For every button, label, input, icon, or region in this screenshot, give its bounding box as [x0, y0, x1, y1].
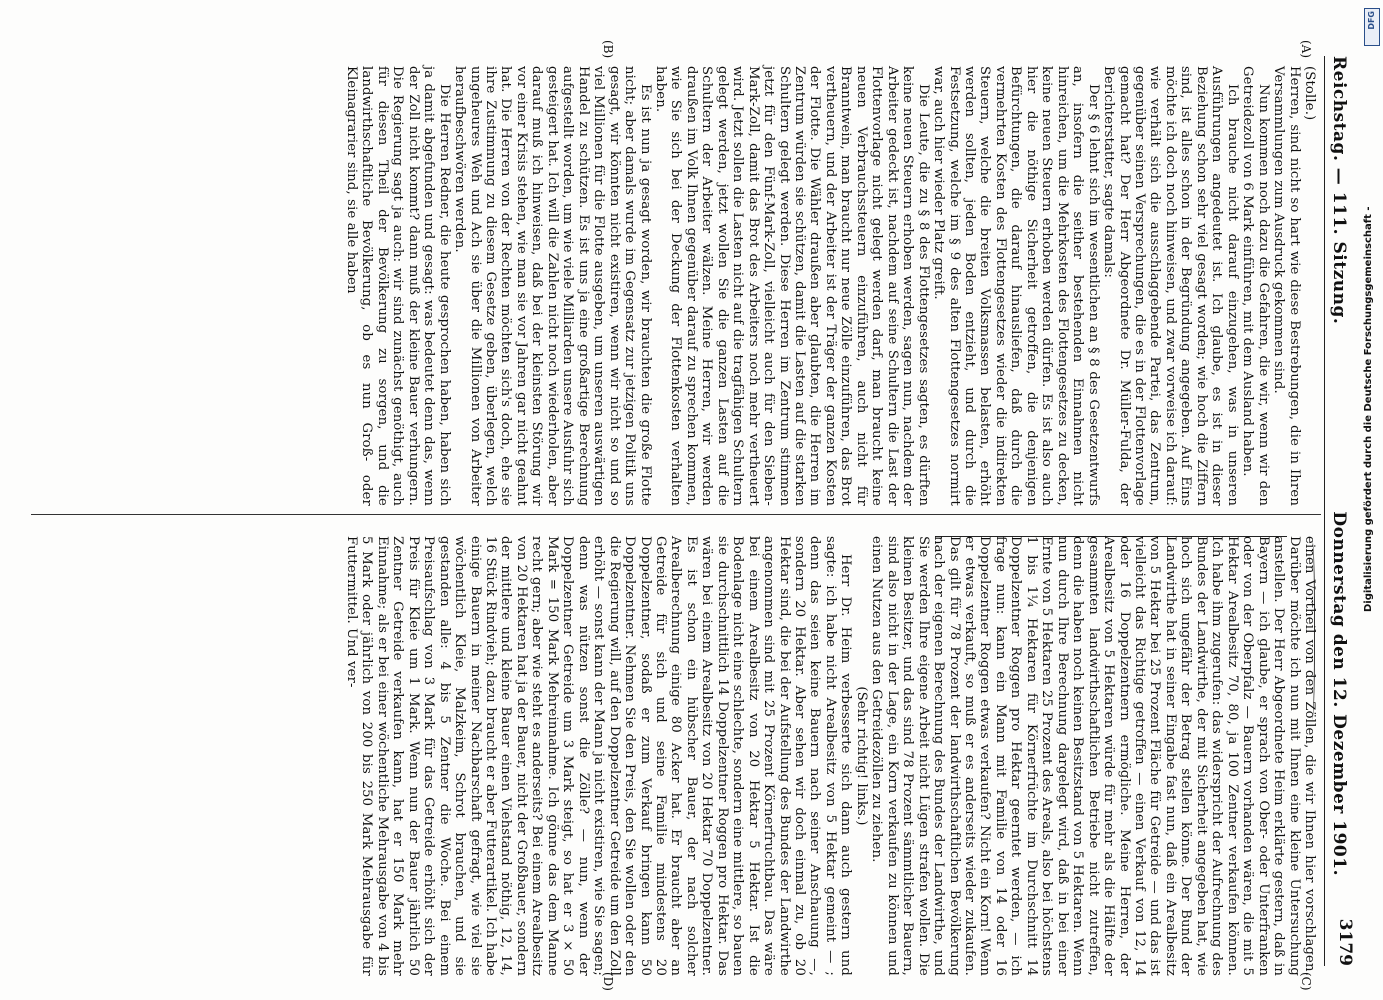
right-column	[343, 536, 1317, 976]
page-header	[1321, 56, 1361, 966]
paragraph: Es ist nun ja gesagt worden, wir brauchten die große Flotte nicht; aber damals wurde im Gegensatz zur jetzigen Politik uns gesagt, wir könnten nicht existiren, wenn wir nicht so und so viel Millionen für die Flotte ausgeben, um unseren auswärtigen Handel zu schützen. Es ist uns ja eine großartige Berechnung aufgestellt worden, um wie viele Milliarden unsere Ausfuhr sich gesteigert hat. Ich will die Zahlen nicht noch wiederholen, aber darauf muß ich hinweisen, daß bei der kleinsten Störung wir vor einer Krisis stehen, wie man sie vor Jahren gar nicht geahnt hat. Die Herren von der Rechten möchten sich's doch, ehe sie ihre Zustimmung zu diesem Gesetze geben, überlegen, welch ungeheures Weh und Ach sie über die Millionen von Arbeiter heraufbeschwören werden.	[452, 66, 653, 506]
paragraph: Nun kommen noch dazu die Gefahren, die wir, wenn wir den Getreidezoll von 6 Mark einführen, mit dem Ausland haben.	[1240, 66, 1271, 506]
margin-marker-b: (B)	[601, 40, 615, 59]
paragraph: Herren, sind nicht so hart wie diese Bestrebungen, die in Ihren Versammlungen zum Ausdruck gekommen sind.	[1271, 66, 1302, 506]
paragraph: Ich brauche nicht darauf einzugehen, was in unseren Ausführungen angedeutet ist. Ich glaube, es ist in dieser Beziehung schon sehr viel gesagt worden; wie hoch die Ziffern sind, ist alles schon in der Begründung angegeben. Auf Eins möchte ich doch noch hinweisen, und zwar vorweise ich darauf: wie verhält sich die ausschlaggebende Partei, das Zentrum, gegenüber seinen Versprechungen, die es in der Flottenvorlage gemacht hat? Der Herr Abgeordnete Dr. Müller-Fulda, der Berichterstatter, sagte damals:	[1101, 66, 1240, 506]
dfg-logo-text: DFG	[1367, 11, 1376, 30]
left-column	[343, 66, 1317, 506]
column-divider	[31, 514, 1321, 515]
interjection: (Sehr richtig! links.)	[853, 686, 869, 826]
dfg-logo	[1364, 8, 1380, 46]
speaker-tag: (Stolle.)	[1302, 66, 1317, 121]
quotation-paragraph: Der § 6 lehnt sich im wesentlichen an § 8 des Gesetzentwurfs an, insofern die seither bestehenden Einnahmen nicht hinreichen, um die Mehrkosten des Flottengesetzes zu decken, keine neuen Steuern erhoben werden dürfen. Es ist also auch hier die nöthige Sicherheit getroffen, die denjenigen Befürchtungen, die darauf hinausliefen, daß durch die vermehrten Kosten des Flottengesetzes wieder die indirekten Steuern, welche die breiten Volksmassen belasten, erhöht werden sollten, jeden Boden entzieht, und durch die Festsetzung, welche im § 9 des alten Flottengesetzes normirt war, auch hier wieder Platz greift.	[931, 66, 1101, 506]
paragraph: Die Leute, die zu § 8 des Flottengesetzes sagten, es dürften keine neuen Steuern erhoben werden, sagen nun, nachdem der Arbeiter gedeckt ist, nachdem auf seine Schultern die Last der Flottenvorlage nicht gelegt werden darf, man braucht keine neuen Verbrauchssteuern einzuführen, auch nicht für Branntwein, man braucht nur neue Zölle einzuführen, das Brot vertheuern, und der Arbeiter ist der Träger der ganzen Kosten der Flotte. Die Wähler draußen aber glaubten, die Herren im Zentrum würden sie schützen, damit die Lasten auf die starken Schultern gelegt werden. Diese Herren im Zentrum stimmen jetzt für den Fünf-Mark-Zoll, vielleicht auch für den Sieben-Mark-Zoll, damit das Brot des Arbeiters noch mehr vertheuert wird. Jetzt sollen die Lasten nicht auf die tragfähigen Schultern gelegt werden, jetzt wollen Sie die ganzen Lasten auf die Schultern der Arbeiter wälzen. Meine Herren, wir werden draußen im Volk Ihnen gegenüber darauf zu sprechen kommen, wie Sie sich bei der Deckung der Flottenkosten verhalten haben.	[652, 66, 931, 506]
paragraph: einen Vortheil von den Zöllen, die wir Ihnen hier vorschlagen. Darüber möchte ich nun mit Ihnen eine kleine Untersuchung anstellen. Der Herr Abgeordnete Heim erklärte gestern, daß in Bayern — ich glaube, er sprach von Ober- oder Unterfranken oder von der Oberpfalz — Bauern vorhanden wären, die mit 5 Hektar Arealbesitz 70, 80, ja 100 Zentner verkaufen können. Ich habe ihm zugerufen: das widerspricht der Aufrechnung des Bundes der Landwirthe, der mit Sicherheit angegeben hat, wie hoch sich ungefähr der Betrag stellen könne. Der Bund der Landwirthe hat in seiner Eingabe fast nun, daß ein Arealbesitz von 5 Hektar bei 25 Prozent Fläche für Getreide — und das ist vielleicht das Richtige getroffen — einen Verkauf von 12, 14 oder 16 Doppelzentnern ermögliche. Meine Herren, der Arealbesitz von 5 Hektaren würde für mehr als die Hälfte der gesammten landwirthschaftlichen Betriebe nicht zutreffen, denn die haben noch keinen Besitzstand von 5 Hektaren. Wenn nun durch Ihre Berechnung dargelegt wird, daß in bei einer Ernte von 5 Hektaren 25 Prozent des Areals, also bei höchstens 1 bis 1¼ Hektaren für Körnerfrüchte im Durchschnitt 14 Doppelzentner Roggen pro Hektar geerntet werden, — ich frage nun: kann ein Mann mit Familie von 14 oder 16 Doppelzentner Roggen etwas verkaufen? Nicht ein Korn! Wenn er etwas verkauft, so muß er es anderseits wieder zukaufen. Das gilt für 78 Prozent der landwirthschaftlichen Bevölkerung nach der eigenen Berechnung des Bundes der Landwirthe, und Sie werden Ihre eigene Arbeit nicht Lügen strafen wollen. Die kleinen Besitzer, und das sind 78 Prozent sämmtlicher Bauern, sind also nicht in der Lage, ein Korn verkaufen zu können und einen Nutzen aus den Getreidezöllen zu ziehen.	[869, 536, 1317, 976]
digitization-credit	[1360, 4, 1382, 996]
header-session: Reichstag. — 111. Sitzung.	[1329, 56, 1349, 325]
credit-text: Digitalisierung gefördert durch die Deutsche Forschungsgemeinschaft -	[1363, 206, 1374, 612]
margin-marker-a: (A)	[1299, 40, 1313, 59]
header-rule	[1324, 56, 1325, 966]
paragraph: Herr Dr. Heim verbesserte sich dann auch gestern und sagte: ich habe nicht Arealbesitz von 5 Hektar gemeint — ; denn das seien keine Bauern nach seiner Anschauung —, sondern 20 Hektar. Aber sehen wir doch einmal zu, ob 20 Hektar sind, die bei der Aufstellung des Bundes der Landwirthe angenommen sind mit 25 Prozent Körnerfruchtbau. Das wäre bei einem Arealbesitz von 20 Hektar 5 Hektar. Ist die Bodenlage nicht eine schlechte, sondern eine mittlere, so bauen sie durchschnittlich 14 Doppelzentner Roggen pro Hektar. Das wären bei einem Arealbesitz von 20 Hektar 70 Doppelzentner. Es ist schon ein hübscher Bauer, der nach solcher Arealberechnung einige 80 Acker hat. Er braucht aber an Getreide für sich und seine Familie mindestens 20 Doppelzentner, sodaß er zum Verkauf bringen kann 50 Doppelzentner. Nehmen Sie den Preis, den Sie wollen oder den die Regierung will, auf den Doppelzentner Getreide um den Zoll erhöht — sonst kann der Mann ja nicht existiren, wie Sie sagen; denn was nützen sonst die Zölle? — nun, wenn der Doppelzentner Getreide um 3 Mark steigt, so hat er 3 × 50 Mark = 150 Mark Mehreinnahme. Ich gönne das dem Manne recht gern; aber wie steht es anderseits? Bei einem Arealbesitz von 20 Hektaren hat ja der Bauer, nicht der Großbauer, sondern der mittlere und kleine Bauer einen Viehstand nöthig, 12, 14, 16 Stück Rindvieh; dazu braucht er aber Futterartikel. Ich habe einige Bauern in meiner Nachbarschaft gefragt, wie viel sie wöchentlich Kleie, Malzkeim, Schrot brauchen, und sie gestanden alle: 4 bis 5 Zentner die Woche. Bei einem Preisaufschlag von 3 Mark für das Getreide erhöht sich der Preis für Kleie um 1 Mark. Wenn nun der Bauer jährlich 50 Zentner Getreide verkaufen kann, hat er 150 Mark mehr Einnahme; als er bei einer wöchentliche Mehrausgabe von 4 bis 5 Mark oder jährlich von 200 bis 250 Mark Mehrausgabe für Futtermittel. Und ver-	[343, 536, 854, 976]
header-date: Donnerstag den 12. Dezember 1901.	[1329, 511, 1349, 876]
page-number: 3179	[1335, 918, 1355, 966]
margin-marker-c: (C)	[1299, 972, 1313, 991]
paragraph: Die Herren Redner, die heute gesprochen haben, haben sich ja damit abgefunden und gesagt: was bedeutet denn das, wenn der Zoll nicht kommt? dann muß der kleine Bauer verhungern. Die Regierung sagt ja auch: wir sind zunächst genöthigt, auch für diesen Theil der Bevölkerung zu sorgen, und die landwirthschaftliche Bevölkerung, ob es nun Groß- oder Kleinagrarier sind, sie alle haben	[343, 66, 452, 506]
margin-marker-d: (D)	[601, 972, 615, 991]
